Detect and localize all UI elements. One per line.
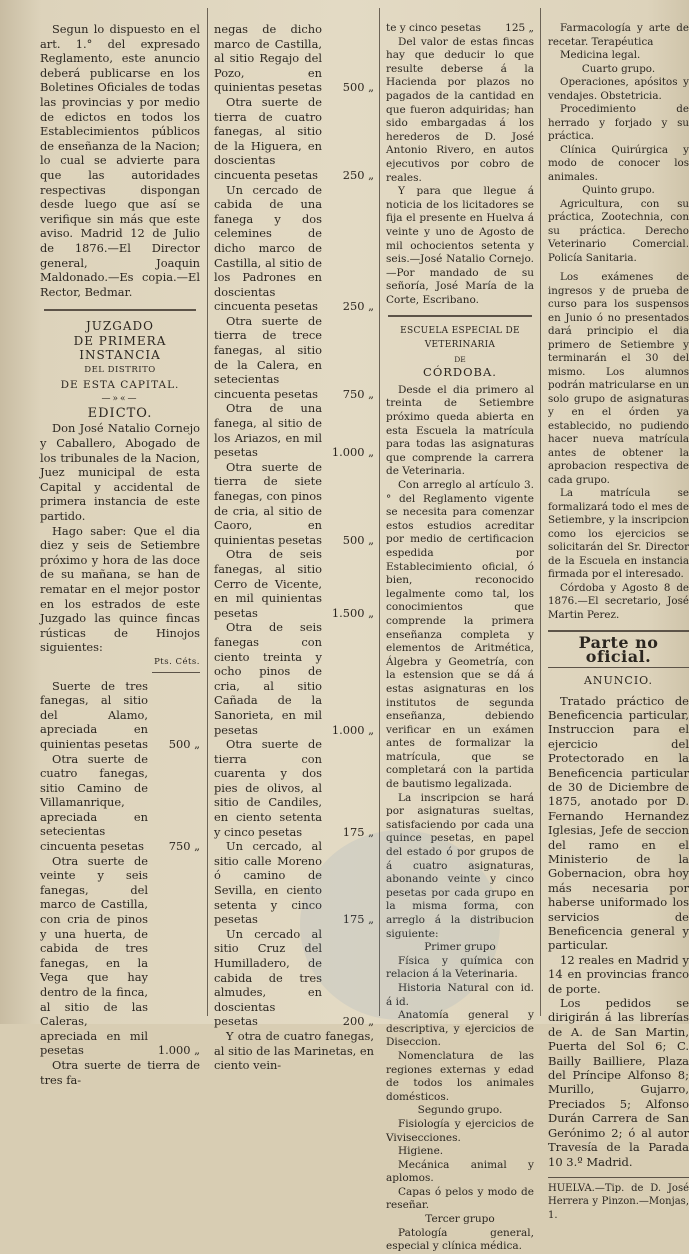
escuela-paragraph: La inscripcion se hará por asignaturas sueltas, satisfaciendo por cada una quince pesetas, en papel del estado ó por grupos de á cuatro asignaturas, abonando veinte y cinco pesetas por cada grupo en la misma forma, con arreglo á la distribucion siguiente: xyxy=(386,791,534,940)
subject: Operaciones, apósitos y vendajes. Obstetricia. xyxy=(548,76,689,102)
escuela-paragraph: Con arreglo al artículo 3.° del Reglamento vigente se necesita para comenzar estos estudios acreditar por medio de certificacion espedida por Establecimiento oficial, ó bien, reconocido legalmente como tal, los conocimientos que comprende la primera enseñanza completa y elementos de Aritmética, Álgebra y Geometría, con la estension que se dá á estas asignaturas en los institutos de segunda enseñanza, debiendo verificar en un exámen antes de formalizar la matrícula, que se completará con la partida de bautismo legalizada. xyxy=(386,479,534,791)
juzgado-heading: JUZGADO xyxy=(86,319,154,334)
subject: Higiene. xyxy=(398,1145,444,1158)
property-item xyxy=(40,752,200,854)
property-description: Otra suerte de tierra de siete fanegas, con pinos de cria, al sitio de Caoro, en quinientas pesetas xyxy=(214,459,322,547)
property-item xyxy=(214,401,374,459)
property-description: Otra suerte de cuatro fanegas, sitio Camino de Villamanrique, apreciada en setecientas cincuenta pesetas xyxy=(40,751,148,854)
escuela-heading: ESCUELA ESPECIAL DE VETERINARIA xyxy=(400,326,520,351)
column-1 xyxy=(40,22,200,1087)
property-description: Otra suerte de veinte y seis fanegas, del marco de Castilla, con cria de pinos y una huerta, de cabida de tres fanegas, en la Vega que hay dentro de la finca, al sitio de las Caleras, apreciada en mil pesetas xyxy=(40,853,148,1058)
subject: Historia Natural con id. á id. xyxy=(386,981,534,1008)
anuncio-heading: ANUNCIO. xyxy=(583,674,654,687)
group-heading: Primer grupo xyxy=(424,941,496,954)
subject: Fisiología y ejercicios de Vivisecciones. xyxy=(386,1117,534,1144)
group-heading: Quinto grupo. xyxy=(582,184,655,196)
subject: Física y química con relacion á la Veterinaria. xyxy=(386,954,534,981)
property-item xyxy=(40,679,200,752)
escuela-paragraph: Los exámenes de ingresos y de prueba de curso para los suspensos en Junio ó no presentados dará principio el dia primero de Setiembre y terminarán el 30 del mismo. Los alumnos podrán matricularse en un solo grupo de asignaturas y en el órden ya establecido, no pudiendo hacer nueva matrícula antes de obtener la aprobacion respectiva de cada grupo. xyxy=(548,271,689,486)
property-description: Otra de una fanega, al sitio de los Ariazos, en mil pesetas xyxy=(214,401,322,460)
group-heading: Cuarto grupo. xyxy=(581,62,656,75)
continued-text: Y otra de cuatro fanegas, al sitio de las Marinetas, en ciento vein- xyxy=(214,1028,374,1073)
pesetas-column-header: Pts. Céts. xyxy=(154,656,200,667)
del-distrito-label: DEL DISTRITO xyxy=(84,365,156,376)
property-description: Suerte de tres fanegas, al sitio del Alamo, apreciada en quinientas pesetas xyxy=(40,678,148,751)
property-item xyxy=(214,314,374,402)
subject: Mecánica animal y aplomos. xyxy=(386,1158,534,1185)
subject: Nomenclatura de las regiones externas y edad de todos los animales domésticos. xyxy=(386,1049,534,1103)
printer-imprint: HUELVA.—Tip. de D. José Herrera y Pinzon.—Monjas, 1. xyxy=(548,1182,689,1221)
escuela-paragraph: La matrícula se formalizará todo el mes de Setiembre, y la inscripcion como los ejercicios se solicitarán del Sr. Director de la Escuela en instancia firmada por el interesado. xyxy=(548,487,689,580)
subject: Farmacología y arte de recetar. Terapéutica xyxy=(548,22,689,48)
property-description: Un cercado de cabida de una fanega y dos celemines de dicho marco de Castilla, al sitio de los Padrones en doscientas cincuenta pesetas xyxy=(214,182,322,314)
ornament: —»«— xyxy=(101,394,139,405)
group-heading: Tercer grupo xyxy=(425,1213,495,1226)
property-price: 175 „ xyxy=(342,912,374,927)
property-item xyxy=(40,854,200,1058)
subject: Procedimiento de herrado y forjado y su práctica. xyxy=(548,103,689,142)
property-price: 125 „ xyxy=(505,22,534,34)
property-description: Un cercado al sitio Cruz del Humilladero, de cabida de tres almudes, en doscientas pesetas xyxy=(214,926,322,1029)
column-divider xyxy=(379,8,380,1016)
property-price: 1.500 „ xyxy=(331,605,374,620)
property-item xyxy=(214,95,374,183)
property-price: 200 „ xyxy=(342,1014,374,1029)
property-item xyxy=(214,620,374,737)
property-description: Otra de seis fanegas con ciento treinta y ocho pinos de cria, al sitio Cañada de la Sanorieta, en mil pesetas xyxy=(214,620,322,737)
property-price: 1.000 „ xyxy=(331,445,374,460)
continued-text: Otra suerte de tierra de tres fa- xyxy=(40,1057,200,1087)
column-3 xyxy=(386,22,534,1253)
edicto-paragraph: Del valor de estas fincas hay que deducir lo que resulte deberse á la Hacienda por plazos no pagados de la cantidad en que fueron adquiridas; han sido embargadas á los herederos de D. José Antonio Rivero, en autos ejecutivos por cobro de reales. xyxy=(386,35,534,184)
section-rule xyxy=(548,1177,689,1178)
subject: Agricultura, con su práctica, Zootechnia, con su práctica. Derecho Veterinario Comercial. Policía Sanitaria. xyxy=(548,197,689,264)
subject: Patología general, especial y clínica médica. xyxy=(386,1226,534,1253)
cordoba-heading: CÓRDOBA. xyxy=(423,365,497,380)
property-item xyxy=(386,22,534,36)
anuncio-paragraph: Tratado práctico de Beneficencia particular, Instruccion para el ejercicio del Protectorado en la Beneficencia particular de 30 de Diciembre de 1875, anotado por D. Fernando Hernandez Iglesias, Jefe de seccion del ramo en el Ministerio de la Gobernacion, obra hoy más necesaria por haberse uniformado los servicios de Beneficencia general y particular. xyxy=(548,693,689,953)
edicto-paragraph: Don José Natalio Cornejo y Caballero, Abogado de los tribunales de la Nacion, Juez municipal de esta Capital y accidental de primera instancia de este partido. xyxy=(40,421,200,523)
subject: Anatomía general y descriptiva, y ejercicios de Diseccion. xyxy=(386,1009,534,1049)
anuncio-paragraph: Los pedidos se dirigirán á las librerías de A. de San Martin, Puerta del Sol 6; C. Bailly Bailliere, Plaza del Príncipe Alfonso 8; Murillo, Gujarro, Preciados 5; Alfonso Durán Carrera de San Gerónimo 2; ó al autor Travesía de la Parada 10 3.º Madrid. xyxy=(548,996,689,1169)
property-description: Otra suerte de tierra de trece fanegas, al sitio de la Calera, en setecientas cincuenta pesetas xyxy=(214,313,322,401)
anuncio-paragraph: 12 reales en Madrid y 14 en provincias franco de porte. xyxy=(548,952,689,996)
property-price: 750 „ xyxy=(342,386,374,401)
property-description: negas de dicho marco de Castilla, al sitio Regajo del Pozo, en quinientas pesetas xyxy=(214,22,322,95)
property-price: 500 „ xyxy=(342,80,374,95)
property-price: 1.000 „ xyxy=(331,722,374,737)
property-price: 250 „ xyxy=(342,299,374,314)
column-divider xyxy=(207,8,208,1016)
property-price: 500 „ xyxy=(342,532,374,547)
property-description: Un cercado, al sitio calle Moreno ó camino de Sevilla, en ciento setenta y cinco pesetas xyxy=(214,839,322,927)
de-label: DE xyxy=(454,354,466,364)
property-price: 175 „ xyxy=(342,824,374,839)
group-heading: Segundo grupo. xyxy=(417,1104,503,1117)
section-rule xyxy=(548,630,689,632)
escuela-paragraph: Desde el dia primero al treinta de Setiembre próximo queda abierta en esta Escuela la matrícula para todas las asignaturas que comprende la carrera de Veterinaria. xyxy=(386,383,534,478)
primera-instancia-heading: DE PRIMERA INSTANCIA xyxy=(73,333,167,363)
property-item xyxy=(214,460,374,548)
esta-capital-label: DE ESTA CAPITAL. xyxy=(60,378,180,391)
property-description: Otra suerte de tierra con cuarenta y dos pies de olivos, al sitio de Candiles, en ciento setenta y cinco pesetas xyxy=(214,737,322,839)
edicto-heading: EDICTO. xyxy=(87,405,153,421)
section-rule xyxy=(548,667,689,668)
column-divider xyxy=(540,8,541,1016)
edicto-paragraph: Hago saber: Que el dia diez y seis de Setiembre próximo y hora de las doce de su mañana, se han de rematar en el mejor postor en los estrados de este Juzgado las quince fincas rústicas de Hinojos siguientes: xyxy=(40,523,200,655)
reglamento-notice: Segun lo dispuesto en el art. 1.° del expresado Reglamento, este anuncio deberá publicarse en los Boletines Oficiales de todas las provincias y por medio de edictos en todos los Establecimientos públicos de enseñanza de la Nacion; lo cual se advierte para que las autoridades respectivas dispongan desde luego que así se verifique sin más que este aviso. Madrid 12 de Julio de 1876.—El Director general, Joaquin Maldonado.—Es copia.—El Rector, Bedmar. xyxy=(40,22,200,299)
section-rule xyxy=(44,309,196,311)
property-price: 500 „ xyxy=(168,736,200,751)
property-description: Otra de seis fanegas, al sitio Cerro de Vicente, en mil quinientas pesetas xyxy=(214,547,322,620)
property-item xyxy=(214,839,374,927)
property-price: 250 „ xyxy=(342,167,374,182)
property-price: 750 „ xyxy=(168,839,200,854)
header-rule xyxy=(152,672,200,673)
property-item xyxy=(214,547,374,620)
property-price: 1.000 „ xyxy=(157,1043,200,1058)
property-item xyxy=(214,737,374,839)
column-2 xyxy=(214,22,374,1073)
property-description: te y cinco pesetas xyxy=(386,22,481,34)
signature-line: Córdoba y Agosto 8 de 1876.—El secretario, José Martin Perez. xyxy=(548,581,689,621)
property-description: Otra suerte de tierra de cuatro fanegas, al sitio de la Higuera, en doscientas cincuenta pesetas xyxy=(214,94,322,182)
section-rule xyxy=(388,315,532,317)
edicto-paragraph: Y para que llegue á noticia de los licitadores se fija el presente en Huelva á veinte y uno de Agosto de mil ochocientos setenta y seis.—José Natalio Cornejo.—Por mandado de su señoría, José María de la Corte, Escribano. xyxy=(386,185,534,306)
column-4 xyxy=(548,22,689,1221)
subject: Medicina legal. xyxy=(560,49,641,61)
subject: Clínica Quirúrgica y modo de conocer los animales. xyxy=(548,143,689,183)
subject: Capas ó pelos y modo de reseñar. xyxy=(386,1185,534,1212)
property-item xyxy=(214,927,374,1029)
property-item xyxy=(214,183,374,314)
property-item xyxy=(214,22,374,95)
parte-no-oficial-heading: Parte no oficial. xyxy=(578,633,659,666)
